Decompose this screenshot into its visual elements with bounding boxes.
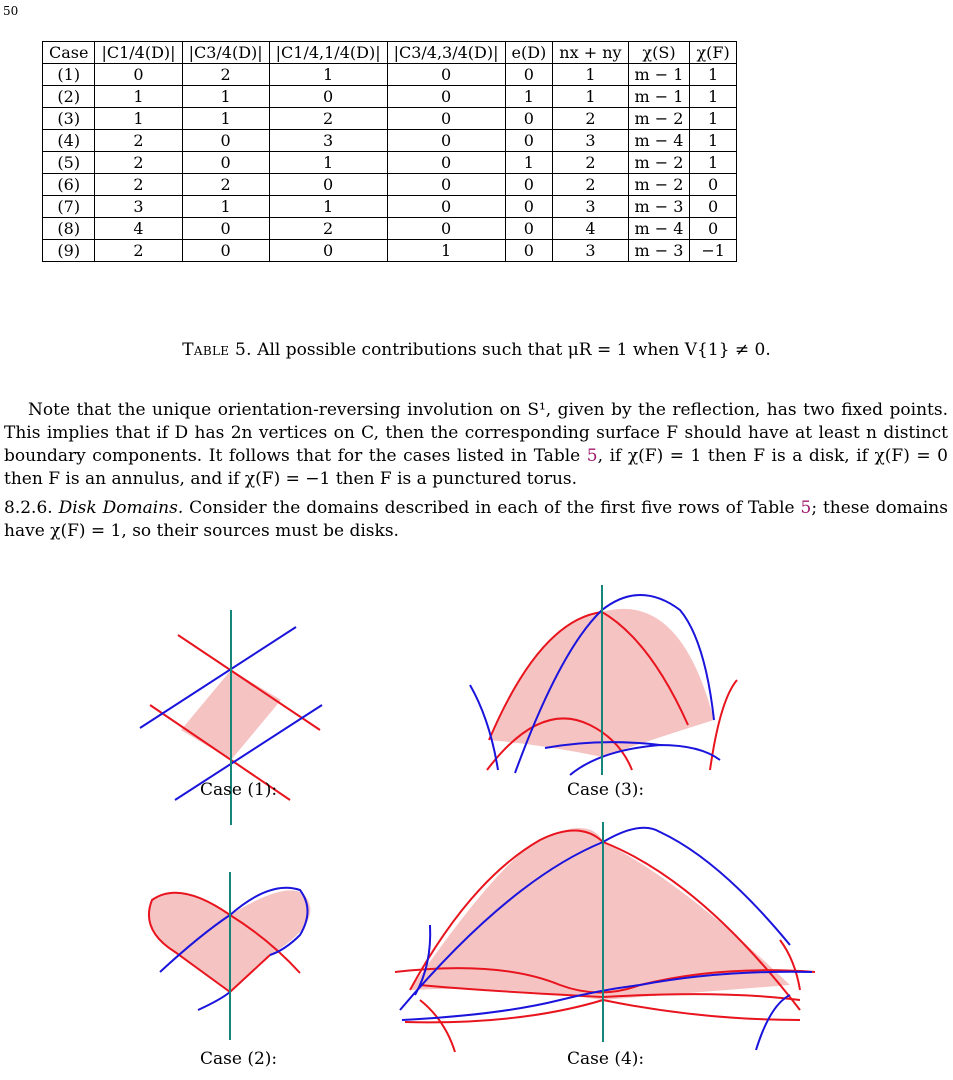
column-header: χ(S) [628, 42, 690, 64]
table-cell: 2 [182, 64, 269, 86]
table-cell: (3) [43, 108, 95, 130]
table-cell: 2 [553, 152, 628, 174]
section-number: 8.2.6. [4, 498, 53, 518]
table-cell: m − 1 [628, 86, 690, 108]
table-cell: m − 2 [628, 108, 690, 130]
table-cell: 1 [95, 86, 182, 108]
table-cell: 1 [690, 108, 736, 130]
table-cell: 0 [387, 64, 505, 86]
table-cell: 1 [690, 152, 736, 174]
table-cell: 0 [690, 196, 736, 218]
paragraph-text: ; these domains have χ(F) = 1, so their sources must be disks. [4, 498, 948, 541]
column-header: nx + ny [553, 42, 628, 64]
table-cell: (1) [43, 64, 95, 86]
paragraph-text: Consider the domains described in each of the first five rows of Table [183, 498, 801, 518]
table-cell: (6) [43, 174, 95, 196]
table-cell: 1 [95, 108, 182, 130]
table-cell: 3 [95, 196, 182, 218]
table-cell: 0 [182, 152, 269, 174]
table-cell: 2 [269, 108, 387, 130]
table-cell: 0 [387, 108, 505, 130]
table-cell: 0 [387, 218, 505, 240]
table-cell: m − 2 [628, 152, 690, 174]
table-cell: 0 [505, 218, 553, 240]
table-cell: 2 [95, 174, 182, 196]
table-cell: 1 [269, 152, 387, 174]
table-cell: 1 [553, 64, 628, 86]
table-cell: 0 [505, 64, 553, 86]
table-cell: (8) [43, 218, 95, 240]
table-cell: 0 [182, 218, 269, 240]
table-cell: 4 [553, 218, 628, 240]
case-4-diagram [395, 822, 815, 1052]
table-cell: 2 [553, 174, 628, 196]
case-3-label: Case (3): [567, 780, 645, 800]
table-cell: −1 [690, 240, 736, 262]
table-reference-link[interactable]: 5 [800, 498, 812, 518]
table-cell: 0 [505, 174, 553, 196]
case-4-label: Case (4): [567, 1049, 645, 1069]
table-cell: 1 [505, 86, 553, 108]
table-cell: 0 [690, 218, 736, 240]
case-1-label: Case (1): [200, 780, 278, 800]
table-cell: 1 [387, 240, 505, 262]
table-cell: 0 [269, 86, 387, 108]
table-cell: 0 [387, 130, 505, 152]
table-cell: 3 [269, 130, 387, 152]
column-header: |C3/4(D)| [182, 42, 269, 64]
table-cell: 3 [553, 196, 628, 218]
table-reference-link[interactable]: 5 [586, 446, 598, 466]
table-cell: 2 [95, 130, 182, 152]
table-cell: 0 [182, 240, 269, 262]
table-cell: 1 [553, 86, 628, 108]
table-cell: 0 [387, 86, 505, 108]
table-cell: 0 [387, 174, 505, 196]
table-cell: m − 3 [628, 240, 690, 262]
table-cell: 0 [387, 196, 505, 218]
table-cell: 1 [182, 108, 269, 130]
table-cell: 0 [505, 196, 553, 218]
column-header: χ(F) [690, 42, 736, 64]
caption-text: All possible contributions such that μR = 1 when V{1} ≠ 0. [257, 340, 771, 360]
table-cell: 1 [690, 130, 736, 152]
table-cell: 0 [95, 64, 182, 86]
table-cell: 0 [505, 130, 553, 152]
paragraph-text: , if χ(F) = 1 then F is a disk, if χ(F) = 0 then F is an annulus, and if χ(F) = −1 then F is a punctured torus. [4, 446, 948, 489]
table-cell: (2) [43, 86, 95, 108]
case-3-diagram [470, 585, 737, 775]
table-cell: 4 [95, 218, 182, 240]
table-cell: 2 [95, 152, 182, 174]
table-cell: 1 [690, 86, 736, 108]
table-cell: (7) [43, 196, 95, 218]
table-cell: 2 [553, 108, 628, 130]
case-2-label: Case (2): [200, 1049, 278, 1069]
table-cell: (5) [43, 152, 95, 174]
column-header: |C1/4(D)| [95, 42, 182, 64]
table-cell: m − 4 [628, 218, 690, 240]
column-header: |C1/4,1/4(D)| [269, 42, 387, 64]
caption-label: Table 5. [182, 340, 252, 360]
table-cell: 2 [95, 240, 182, 262]
table-cell: 0 [182, 130, 269, 152]
table-cell: 0 [505, 108, 553, 130]
column-header: e(D) [505, 42, 553, 64]
table-cell: 3 [553, 130, 628, 152]
table-cell: 0 [269, 240, 387, 262]
table-cell: 3 [553, 240, 628, 262]
page-number: 50 [3, 4, 19, 18]
case-4-blue-curve [756, 995, 790, 1050]
table-cell: 0 [690, 174, 736, 196]
table-cell: 1 [182, 196, 269, 218]
case-4-red-curve [420, 1000, 455, 1052]
table-cell: 1 [269, 64, 387, 86]
table-cell: 1 [505, 152, 553, 174]
table-cell: 1 [690, 64, 736, 86]
paragraph-text: Note that the unique orientation-reversing involution on S¹, given by the reflection, has two fixed points. This implies that if D has 2n vertices on C, then the corresponding surface F should have at least n distinct boundary components. It follows that for the cases listed in Table [4, 400, 948, 466]
column-header: |C3/4,3/4(D)| [387, 42, 505, 64]
table-cell: (9) [43, 240, 95, 262]
table-cell: 2 [182, 174, 269, 196]
column-header: Case [43, 42, 95, 64]
table-cell: 1 [182, 86, 269, 108]
table-cell: m − 3 [628, 196, 690, 218]
case-2-blue-curve [198, 992, 230, 1010]
section-title: Disk Domains. [58, 498, 184, 518]
table-cell: m − 4 [628, 130, 690, 152]
table-cell: 2 [269, 218, 387, 240]
table-cell: 0 [505, 240, 553, 262]
case-2-diagram [149, 872, 310, 1040]
table-cell: m − 2 [628, 174, 690, 196]
table-cell: 1 [269, 196, 387, 218]
table-cell: m − 1 [628, 64, 690, 86]
table-cell: (4) [43, 130, 95, 152]
table-cell: 0 [387, 152, 505, 174]
table-cell: 0 [269, 174, 387, 196]
